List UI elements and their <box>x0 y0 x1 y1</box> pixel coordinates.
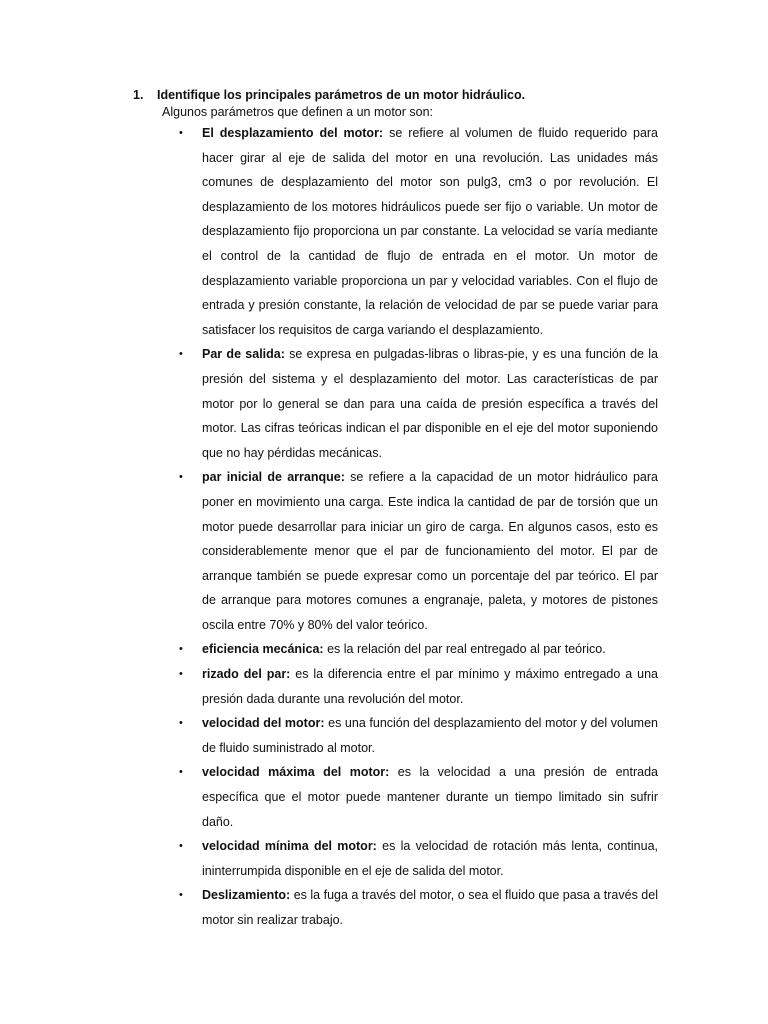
list-item <box>176 883 658 932</box>
item-text: es la diferencia entre el par mínimo y máximo entregado a una presión dada durante una revolución del motor. <box>202 667 658 706</box>
item-text: es la velocidad a una presión de entrada específica que el motor puede mantener durante un tiempo limitado sin sufrir daño. <box>202 765 658 829</box>
item-text: se expresa en pulgadas-libras o libras-pie, y es una función de la presión del sistema y el desplazamiento del motor. Las características de par motor por lo general se dan para una caída de presión específica a través del motor. Las cifras teóricas indican el par disponible en el eje del motor suponiendo que no hay pérdidas mecánicas. <box>202 347 658 460</box>
bullet-icon: • <box>179 127 183 139</box>
item-term: Deslizamiento: <box>202 888 291 903</box>
item-text: se refiere al volumen de fluido requerido para hacer girar al eje de salida del motor en una revolución. Las unidades más comunes de desplazamiento del motor son pulg3, cm3 o por revolución. El desplazamiento de los motores hidráulicos puede ser fijo o variable. Un motor de desplazamiento fijo proporciona un par constante. La velocidad se varía mediante el control de la cantidad de flujo de entrada en el motor. Un motor de desplazamiento variable proporciona un par y velocidad variables. Con el flujo de entrada y presión constante, la relación de velocidad de par se puede variar para satisfacer los requisitos de carga variando el desplazamiento. <box>202 126 659 337</box>
bullet-icon: • <box>179 889 183 902</box>
bullet-icon: • <box>179 348 183 361</box>
bullet-icon: • <box>179 717 183 730</box>
list-item <box>176 711 658 760</box>
item-term: velocidad mínima del motor: <box>202 839 377 854</box>
item-term: par inicial de arranque: <box>202 470 345 485</box>
list-item <box>176 342 658 465</box>
bullet-icon: • <box>179 766 183 779</box>
item-text: es la velocidad de rotación más lenta, continua, ininterrumpida disponible en el eje de salida del motor. <box>202 839 659 878</box>
list-item <box>176 465 658 637</box>
bullet-icon: • <box>179 840 183 853</box>
item-term: velocidad máxima del motor: <box>202 765 390 780</box>
bullet-icon: • <box>179 643 183 656</box>
item-term: El desplazamiento del motor: <box>202 126 384 140</box>
list-item <box>176 662 658 711</box>
item-text: es una función del desplazamiento del motor y del volumen de fluido suministrado al motor. <box>202 716 658 755</box>
item-text: es la relación del par real entregado al par teórico. <box>323 642 606 657</box>
item-term: rizado del par: <box>202 667 291 682</box>
item-text: es la fuga a través del motor, o sea el fluido que pasa a través del motor sin realizar trabajo. <box>202 888 658 927</box>
parameter-list <box>176 121 658 933</box>
item-text: se refiere a la capacidad de un motor hidráulico para poner en movimiento una carga. Este indica la cantidad de par de torsión que un motor puede desarrollar para iniciar un giro de carga. En algunos casos, esto es considerablemente menor que el par de funcionamiento del motor. El par de arranque también se puede expresar como un porcentaje del par teórico. El par de arranque para motores comunes a engranaje, paleta, y motores de pistones oscila entre 70% y 80% del valor teórico. <box>202 470 659 632</box>
bullet-icon: • <box>179 668 183 681</box>
list-item <box>176 760 658 834</box>
question-heading <box>133 86 693 104</box>
list-item <box>176 637 658 662</box>
list-item <box>176 834 658 883</box>
item-term: Par de salida: <box>202 347 285 362</box>
item-term: eficiencia mecánica: <box>202 642 324 657</box>
intro-text: Algunos parámetros que definen a un motor son: <box>162 105 434 119</box>
bullet-icon: • <box>179 471 183 484</box>
list-item <box>176 121 658 342</box>
item-term: velocidad del motor: <box>202 716 325 731</box>
question-title: Identifique los principales parámetros de un motor hidráulico. <box>157 88 526 102</box>
question-number: 1. <box>133 88 144 102</box>
